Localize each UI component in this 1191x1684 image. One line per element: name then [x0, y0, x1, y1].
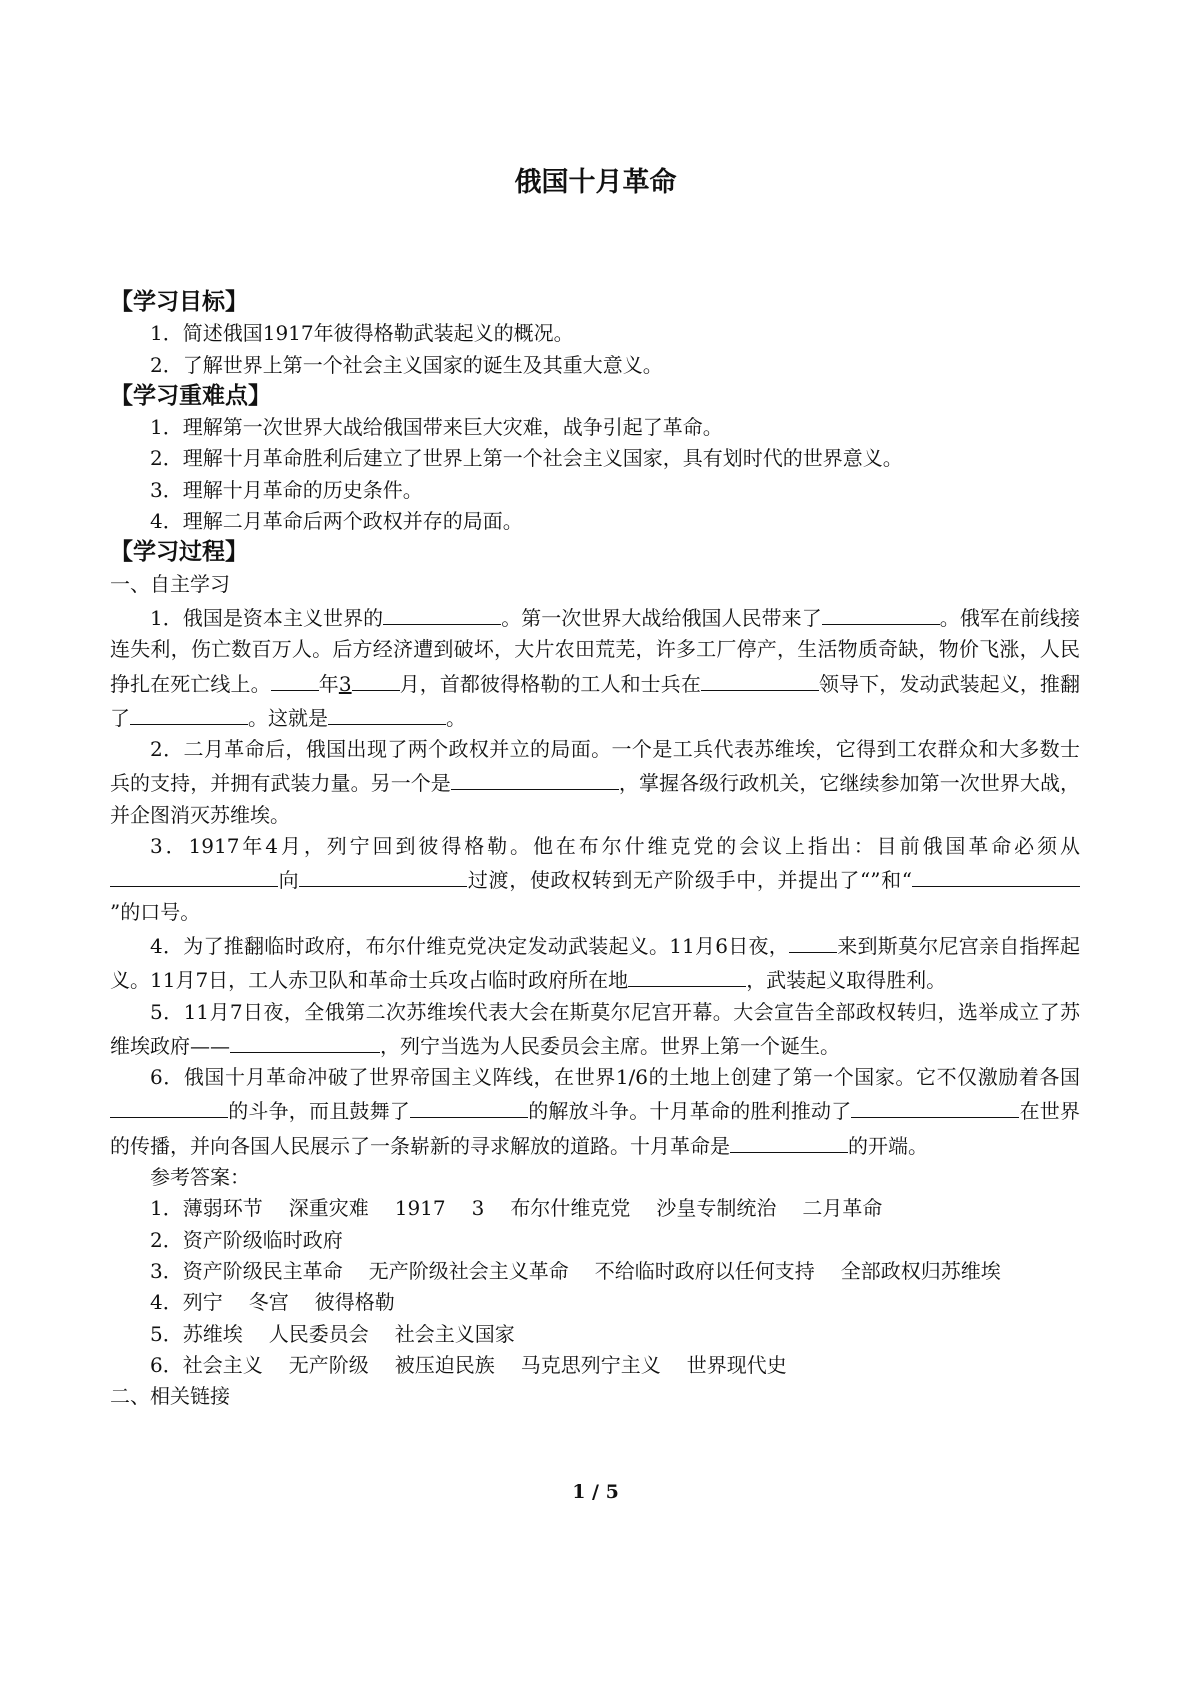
answer-blank[interactable] — [851, 1093, 1019, 1118]
answer-6: 6．社会主义 无产阶级 被压迫民族 马克思列宁主义 世界现代史 — [150, 1352, 787, 1377]
keypoint-item: 1．理解第一次世界大战给俄国带来巨大灾难，战争引起了革命。 — [150, 415, 723, 440]
keypoint-item: 3．理解十月革命的历史条件。 — [150, 477, 423, 502]
question-5: 5．11月7日夜，全俄第二次苏维埃代表大会在斯莫尔尼宫开幕。大会宣告全部政权转归，选举成立了苏维埃政府—— ，列宁当选为人民委员会主席。世界上第一个诞生。 — [110, 999, 1080, 1058]
answer-blank[interactable] — [352, 666, 400, 691]
answer-blank[interactable] — [110, 862, 278, 887]
answer-blank[interactable] — [451, 765, 619, 790]
answer-blank[interactable] — [110, 1093, 228, 1118]
keypoints-heading: 【学习重难点】 — [110, 382, 271, 409]
answer-5: 5．苏维埃 人民委员会 社会主义国家 — [150, 1321, 515, 1346]
objective-item: 1．简述俄国1917年彼得格勒武装起义的概况。 — [150, 321, 574, 346]
question-6: 6．俄国十月革命冲破了世界帝国主义阵线，在世界1/6的土地上创建了第一个国家。它不仅激励着各国的斗争，而且鼓舞了 的解放斗争。十月革命的胜利推动了 在世界的传播，并向各国人民展示了一条崭新的寻求解放的道路。十月革命是 的开端。 — [110, 1065, 1081, 1158]
page-title: 俄国十月革命 — [514, 167, 677, 198]
answer-blank[interactable] — [230, 1028, 380, 1053]
answer-blank[interactable] — [822, 600, 940, 625]
objectives-heading: 【学习目标】 — [110, 289, 248, 315]
answer-blank[interactable] — [410, 1093, 528, 1118]
keypoint-item: 4．理解二月革命后两个政权并存的局面。 — [150, 509, 523, 534]
part1-heading: 一、自主学习 — [110, 571, 230, 596]
answer-2: 2．资产阶级临时政府 — [150, 1227, 343, 1252]
process-heading: 【学习过程】 — [110, 539, 248, 566]
answer-blank[interactable] — [701, 666, 819, 691]
answer-blank[interactable] — [789, 928, 837, 953]
answer-4: 4．列宁 冬宫 彼得格勒 — [150, 1290, 395, 1315]
answer-blank[interactable] — [271, 666, 319, 691]
question-2: 2．二月革命后，俄国出现了两个政权并立的局面。一个是工兵代表苏维埃，它得到工农群众和大多数士兵的支持，并拥有武装力量。另一个是 ，掌握各级行政机关，它继续参加第一次世界大战，并企图消灭苏维埃。 — [110, 737, 1081, 827]
answer-blank[interactable] — [328, 700, 446, 725]
answer-blank[interactable] — [383, 600, 501, 625]
part2-heading: 二、相关链接 — [110, 1384, 230, 1409]
question-3: 3．1917年4月，列宁回到彼得格勒。他在布尔什维克党的会议上指出：目前俄国革命必须从向 过渡，使政权转到无产阶级手中，并提出了“”和“”的口号。 — [110, 834, 1080, 924]
answer-1: 1．薄弱环节 深重灾难 1917 3 布尔什维克党 沙皇专制统治 二月革命 — [150, 1196, 883, 1221]
page-number: 1 / 5 — [572, 1481, 619, 1503]
question-4: 4．为了推翻临时政府，布尔什维克党决定发动武装起义。11月6日夜， 来到斯莫尔尼宫亲自指挥起义。11月7日，工人赤卫队和革命士兵攻占临时政府所在地 ，武装起义取得胜利。 — [110, 928, 1080, 997]
answer-blank[interactable] — [130, 700, 248, 725]
answer-blank[interactable] — [299, 862, 467, 887]
answers-heading: 参考答案： — [150, 1165, 250, 1190]
answer-blank[interactable] — [730, 1128, 848, 1153]
answer-blank[interactable] — [628, 962, 746, 987]
answer-blank[interactable] — [912, 862, 1080, 887]
worksheet-body — [110, 287, 1080, 1412]
keypoint-item: 2．理解十月革命胜利后建立了世界上第一个社会主义国家，具有划时代的世界意义。 — [150, 446, 903, 471]
question-1: 1．俄国是资本主义世界的 。第一次世界大战给俄国人民带来了 。俄军在前线接连失利，伤亡数百万人。后方经济遭到破坏，大片农田荒芜，许多工厂停产，生活物质奇缺，物价飞涨，人民挣扎在死亡线上。 年3 月，首都彼得格勒的工人和士兵在 领导下，发动武装起义，推翻了 。这就是 。 — [110, 600, 1080, 734]
answer-3: 3．资产阶级民主革命 无产阶级社会主义革命 不给临时政府以任何支持 全部政权归苏维埃 — [150, 1258, 1001, 1283]
underlined-value: 3 — [338, 671, 352, 696]
objective-item: 2．了解世界上第一个社会主义国家的诞生及其重大意义。 — [150, 352, 663, 377]
